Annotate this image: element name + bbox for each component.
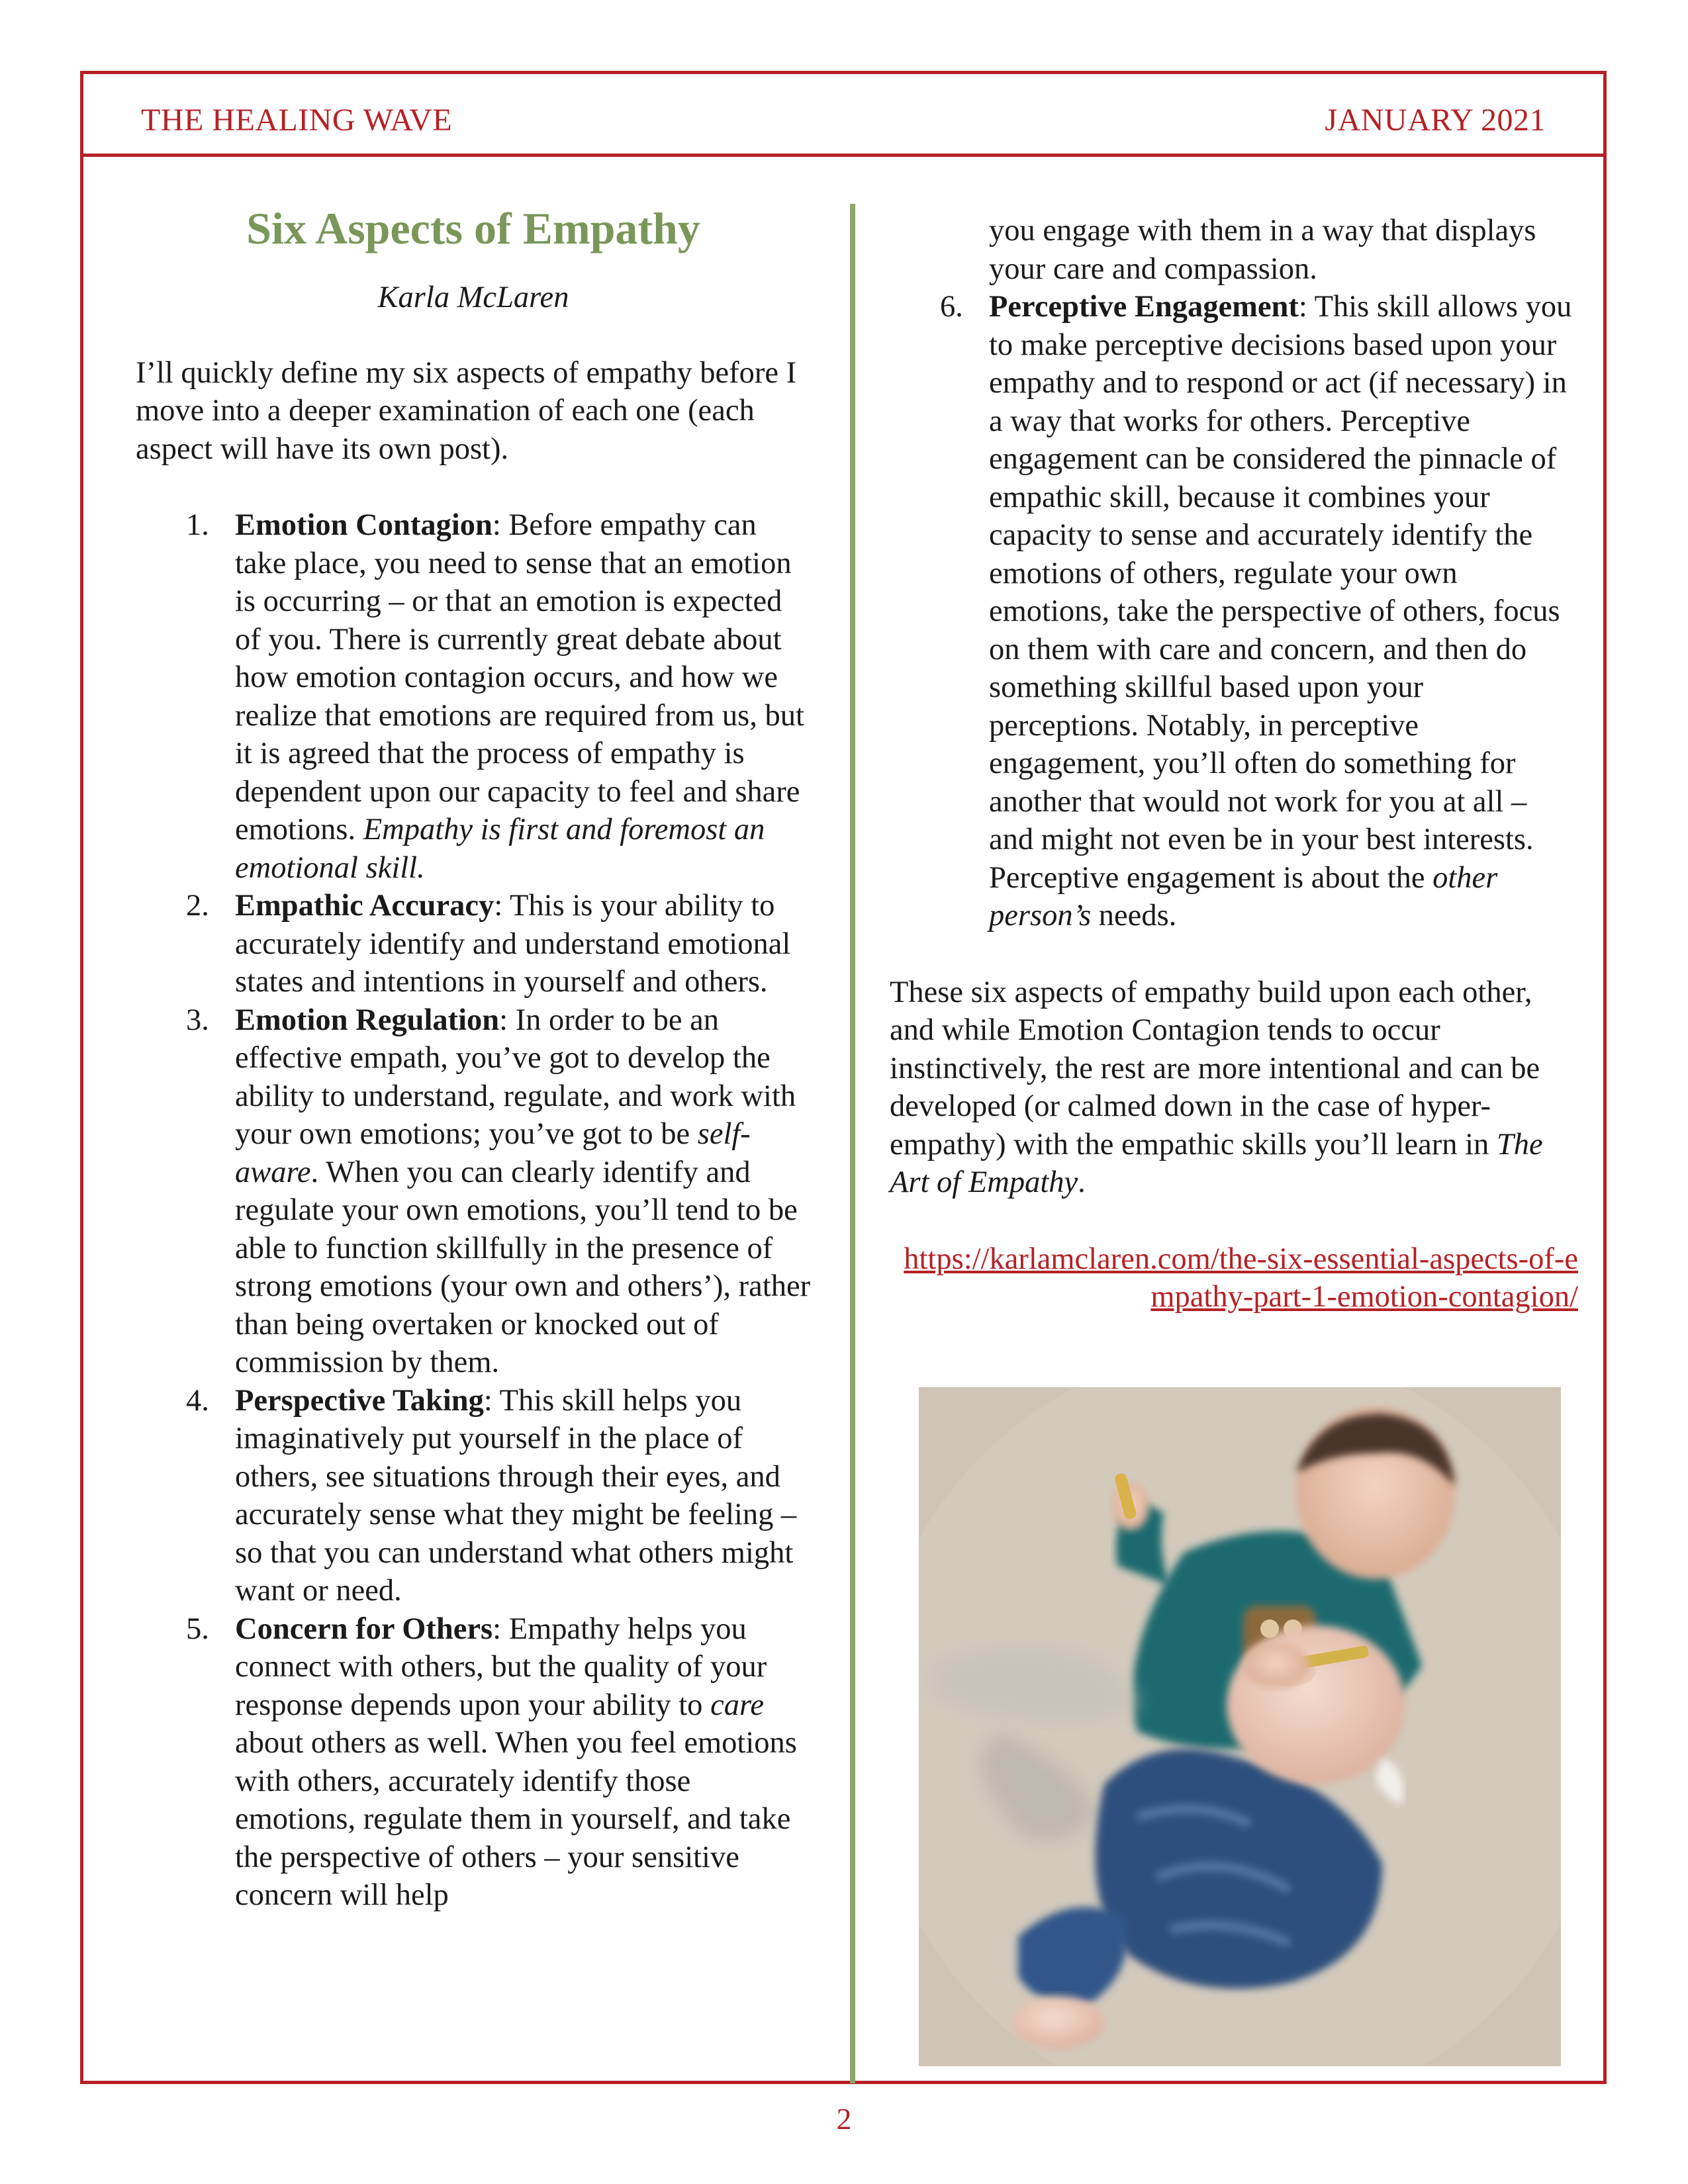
item-term: Concern for Others [235,1612,493,1646]
item-text: needs. [1091,899,1177,933]
item-text: : This skill helps you imaginatively put yourself in the place of others, see situations through their eyes, and accurately sense what they might be feeling – so that you can understand what others might want or need. [235,1383,797,1608]
article-title: Six Aspects of Empathy [246,203,700,253]
list-item [136,1001,811,1382]
newsletter-header [83,74,1603,157]
item-emphasis: care [710,1688,764,1722]
list-item [136,1610,811,1915]
page-number: 2 [836,2102,852,2136]
item-text: : Before empathy can take place, you need to sense that an emotion is occurring – or that an emotion is expected of you. There is currently great debate about how emotion contagion occurs, and how we realize that emotions are required from us, but it is agreed that the process of empathy is dependent upon our capacity to feel and share emotions. [235,508,804,846]
right-column [890,212,1578,1316]
list-item [890,288,1578,935]
item-text: about others as well. When you feel emotions with others, accurately identify those emotions, regulate them in yourself, and take the perspective of others – your sensitive concern will help [235,1726,797,1912]
item-term: Emotion Regulation [235,1003,500,1037]
item-continued-text: you engage with them in a way that displays your care and compassion. [989,214,1536,286]
item-number: 2. [186,889,209,923]
item-text: : This skill allows you to make perceptive decisions based upon your empathy and to respond or act (if necessary) in a way that works for others. Perceptive engagement can be considered the pinnacle of empathic skill, because it combines your capacity to sense and accurately identify the emotions of others, regulate your own emotions, take the perspective of others, focus on them with care and concern, and then do something skillful based upon your perceptions. Notably, in perceptive engagement, you’ll often do something for another that would not work for you at all – and might not even be in your best interests. Perceptive engagement is about the [989,290,1572,895]
item-number: 5. [186,1612,209,1646]
item-emphasis: Empathy is first and foremost an emotional skill. [235,813,765,885]
column-divider [850,204,855,2083]
item-text: : Empathy helps you connect with others, but the quality of your response depends upon your ability to [235,1612,767,1722]
issue-date: JANUARY 2021 [1325,103,1546,138]
item-term: Emotion Contagion [235,508,492,542]
list-item [136,887,811,1001]
book-title: The Art of Empathy [890,1127,1543,1199]
closing-paragraph [890,974,1578,1202]
item-text: . When you can clearly identify and regulate your own emotions, you’ll tend to be able to function skillfully in the presence of strong emotions (your own and others’), rather than being overtaken or knocked out of commission by them. [235,1155,811,1379]
item-emphasis: other person’s [989,860,1498,933]
aspects-list-continued [890,288,1578,935]
item-term: Empathic Accuracy [235,889,494,923]
closing-text: These six aspects of empathy build upon each other, and while Emotion Contagion tends to occur instinctively, the rest are more intentional and can be developed (or calmed down in the case of hyper-empathy) with the empathic skills you’ll learn in [890,975,1540,1161]
left-column [136,202,811,1915]
list-item [136,506,811,887]
newsletter-title: THE HEALING WAVE [141,103,453,138]
item-emphasis: self-aware [235,1117,751,1189]
item-number: 6. [940,290,963,324]
article-author: Karla McLaren [377,281,569,314]
item-text: : This is your ability to accurately identify and understand emotional states and intentions in yourself and others. [235,889,791,999]
item-number: 3. [186,1003,209,1037]
list-item [136,1382,811,1610]
item-number: 4. [186,1383,209,1418]
closing-end: . [1078,1165,1086,1199]
item-term: Perceptive Engagement [989,290,1299,324]
item-number: 1. [186,508,209,542]
children-photo [919,1387,1561,2066]
source-link[interactable]: https://karlamclaren.com/the-six-essential-aspects-of-empathy-part-1-emotion-contagion/ [904,1242,1578,1314]
article-intro: I’ll quickly define my six aspects of empathy before I move into a deeper examination of each one (each aspect will have its own post). [136,355,797,466]
item-text: : In order to be an effective empath, you’ve got to develop the ability to understand, regulate, and work with your own emotions; you’ve got to be [235,1003,796,1151]
item-term: Perspective Taking [235,1383,484,1418]
aspects-list [136,506,811,1915]
